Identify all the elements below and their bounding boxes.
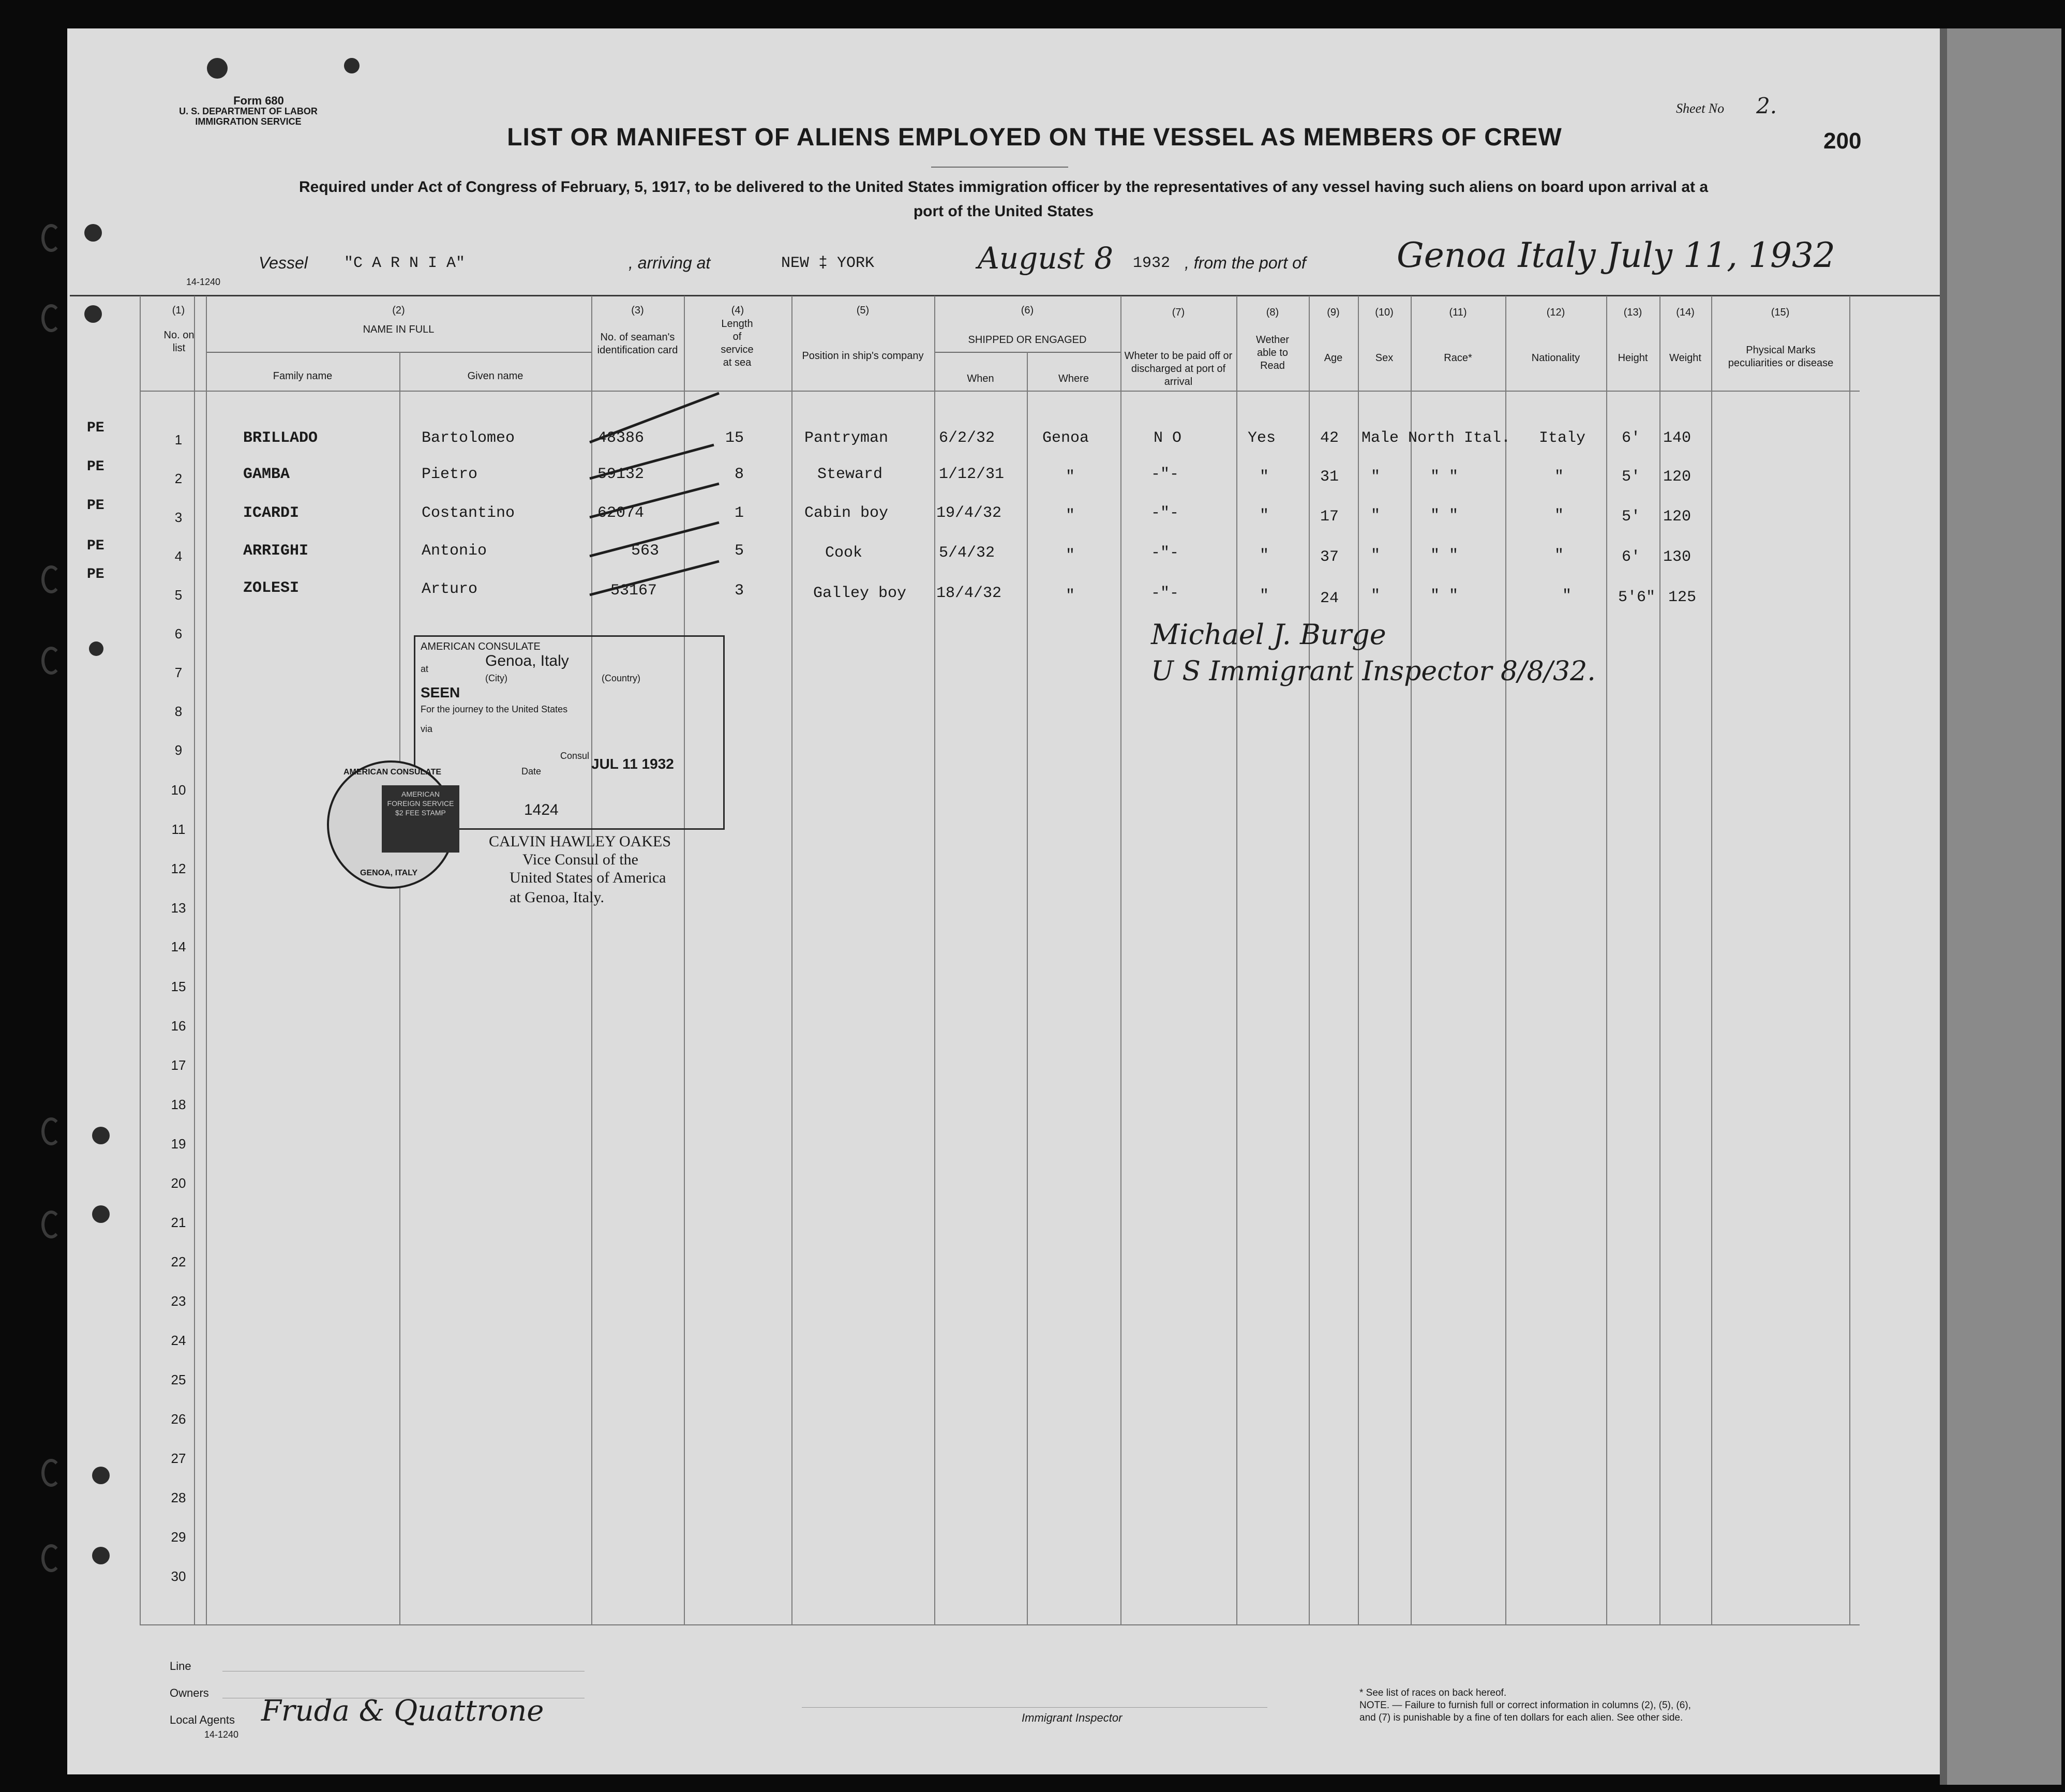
title-rule	[931, 167, 1068, 168]
col7-header: Wheter to be paid off or discharged at port of arrival	[1124, 350, 1233, 387]
arrival-date: August 8	[978, 241, 1114, 276]
col2-number: (2)	[392, 305, 405, 316]
col14-number: (14)	[1676, 307, 1695, 318]
col11-number: (11)	[1449, 307, 1467, 318]
col-divider	[1027, 352, 1028, 1625]
binder-ring-hole	[41, 1211, 61, 1238]
col14-header: Weight	[1669, 352, 1701, 364]
col-divider	[1659, 296, 1660, 1625]
sex: "	[1371, 468, 1381, 486]
row-number: 9	[174, 742, 183, 758]
seal-bottom-text: GENOA, ITALY	[360, 869, 418, 877]
col-divider	[1236, 296, 1237, 1625]
position: Cabin boy	[804, 504, 889, 522]
family-name: ARRIGHI	[243, 542, 309, 560]
row-number: 2	[174, 471, 183, 486]
nationality: Italy	[1539, 429, 1586, 447]
col-divider	[1358, 296, 1359, 1625]
given-name: Antonio	[422, 542, 487, 560]
col-divider	[934, 296, 935, 1625]
paid-off: N O	[1154, 429, 1182, 447]
col7-number: (7)	[1172, 307, 1185, 318]
weight: 120	[1663, 468, 1692, 486]
page-number: 200	[1823, 128, 1862, 154]
row-number: 15	[171, 979, 186, 994]
col-divider	[1849, 296, 1850, 1625]
sex: "	[1371, 547, 1381, 564]
page-edge-strip	[1940, 28, 2061, 1785]
id-card-number: 48386	[597, 429, 645, 447]
able-to-read: Yes	[1248, 429, 1276, 447]
header-bottom-rule	[140, 391, 1860, 392]
service-length: 1	[735, 504, 744, 522]
pe-mark: PE	[87, 498, 104, 514]
row-number: 8	[174, 704, 183, 719]
shipped-where: "	[1066, 507, 1075, 525]
inspector-signature: Michael J. Burge	[1151, 618, 1386, 651]
nationality: "	[1562, 587, 1572, 605]
col4-header: Length of service at sea	[721, 318, 754, 368]
sex: "	[1371, 587, 1381, 605]
id-card-number: 59132	[597, 466, 645, 483]
row-number: 20	[171, 1175, 186, 1191]
footer-note-2: NOTE. — Failure to furnish full or correct information in columns (2), (5), (6),	[1359, 1700, 1691, 1711]
col1-header: No. on list	[163, 330, 194, 354]
col-divider	[1606, 296, 1607, 1625]
stamp-number: 1424	[524, 801, 559, 818]
vessel-name: "C A R N I A"	[344, 255, 466, 272]
col10-header: Sex	[1375, 352, 1394, 364]
consul-name: CALVIN HAWLEY OAKES	[489, 833, 671, 850]
col8-number: (8)	[1266, 307, 1279, 318]
footer-inspector-label: Immigrant Inspector	[1022, 1711, 1123, 1724]
consul-line1: Vice Consul of the	[522, 851, 638, 868]
paid-off: -"-	[1151, 466, 1179, 483]
given-name: Costantino	[422, 504, 515, 522]
from-port-label: , from the port of	[1185, 253, 1306, 272]
subtitle-line-2: port of the United States	[913, 203, 1094, 220]
binder-ring-hole	[41, 565, 61, 593]
col12-header: Nationality	[1531, 352, 1580, 364]
name-subheader-rule	[206, 352, 591, 353]
able-to-read: "	[1260, 547, 1269, 564]
nationality: "	[1554, 468, 1564, 486]
service-length: 5	[735, 542, 744, 560]
weight: 125	[1668, 589, 1697, 606]
row-number: 13	[171, 900, 186, 916]
row-number: 10	[171, 782, 186, 798]
family-name: ICARDI	[243, 504, 300, 522]
pe-mark: PE	[87, 420, 104, 436]
row-number: 22	[171, 1254, 186, 1270]
able-to-read: "	[1260, 468, 1269, 486]
col-divider	[1309, 296, 1310, 1625]
pe-mark: PE	[87, 538, 104, 554]
punch-hole	[92, 1467, 110, 1484]
footer-print-code: 14-1240	[204, 1729, 239, 1740]
stamp-date: JUL 11 1932	[591, 756, 674, 772]
col-divider	[140, 296, 141, 1625]
height: 6'	[1622, 548, 1641, 566]
stamp-seen: SEEN	[421, 684, 460, 700]
sex: "	[1371, 507, 1381, 525]
family-name: BRILLADO	[243, 429, 318, 447]
fee-stamp-label: AMERICAN FOREIGN SERVICE $2 FEE STAMP	[387, 790, 454, 817]
pe-mark: PE	[87, 566, 104, 583]
height: 5'	[1622, 508, 1641, 526]
position: Cook	[825, 544, 863, 562]
col6b-header: Where	[1058, 373, 1089, 384]
col6-number: (6)	[1021, 305, 1034, 316]
binder-ring-hole	[41, 1459, 61, 1487]
col9-number: (9)	[1327, 307, 1340, 318]
col15-header: Physical Marks peculiarities or disease	[1728, 345, 1834, 369]
seal-top-text: AMERICAN CONSULATE	[343, 768, 442, 776]
binder-ring-hole	[41, 224, 61, 252]
manifest-sheet	[67, 28, 1940, 1774]
row-number: 4	[174, 548, 183, 564]
age: 31	[1320, 468, 1339, 486]
col-divider	[1505, 296, 1506, 1625]
stamp-consul: Consul	[560, 751, 590, 761]
col9-header: Age	[1324, 352, 1343, 364]
height: 6'	[1622, 429, 1641, 447]
punch-hole	[89, 641, 103, 656]
stamp-date-label: Date	[521, 766, 542, 776]
race: " "	[1430, 507, 1459, 525]
col12-number: (12)	[1546, 307, 1565, 318]
shipped-where: Genoa	[1042, 429, 1089, 447]
col-divider	[399, 352, 400, 1625]
row-number: 7	[174, 665, 183, 680]
family-name: ZOLESI	[243, 579, 300, 597]
footer-note-3: and (7) is punishable by a fine of ten dollars for each alien. See other side.	[1359, 1712, 1683, 1723]
shipped-when: 5/4/32	[939, 544, 995, 562]
footer-agents-label: Local Agents	[170, 1713, 235, 1726]
col1-number: (1)	[172, 305, 185, 316]
col5-header: Position in ship's company	[802, 350, 924, 362]
row-number: 30	[171, 1569, 186, 1584]
row-number: 27	[171, 1451, 186, 1466]
print-code: 14-1240	[186, 277, 221, 287]
consul-line3: at Genoa, Italy.	[510, 889, 604, 906]
stamp-via: via	[421, 724, 433, 734]
paid-off: -"-	[1151, 585, 1179, 602]
stamp-at-label: at	[421, 664, 429, 674]
age: 37	[1320, 548, 1339, 566]
punch-hole	[92, 1547, 110, 1564]
row-number: 25	[171, 1372, 186, 1387]
service-name: IMMIGRATION SERVICE	[195, 116, 302, 127]
inspector-title: U S Immigrant Inspector 8/8/32.	[1151, 656, 1596, 687]
sex: Male	[1361, 429, 1399, 447]
binder-ring-hole	[41, 304, 61, 332]
col6-header: SHIPPED OR ENGAGED	[968, 334, 1087, 346]
row-number: 29	[171, 1529, 186, 1545]
checkmark-strokes	[579, 383, 745, 610]
row-number: 28	[171, 1490, 186, 1505]
nationality: "	[1554, 547, 1564, 564]
row-number: 24	[171, 1333, 186, 1348]
family-name: GAMBA	[243, 466, 290, 483]
punch-hole	[207, 58, 228, 79]
fee-stamp-icon	[382, 785, 459, 853]
service-length: 15	[725, 429, 744, 447]
col2b-header: Given name	[467, 370, 523, 382]
stamp-city: Genoa, Italy	[485, 652, 569, 669]
col2-header: NAME IN FULL	[363, 324, 435, 335]
col6a-header: When	[967, 373, 994, 384]
col-divider	[791, 296, 792, 1625]
stamp-header: AMERICAN CONSULATE	[421, 641, 541, 652]
row-number: 12	[171, 861, 186, 876]
row-number: 11	[171, 822, 186, 837]
punch-hole	[92, 1127, 110, 1144]
row-number: 3	[174, 510, 183, 525]
inspector-signature-rule	[802, 1707, 1267, 1708]
weight: 140	[1663, 429, 1692, 447]
race: " "	[1430, 547, 1459, 564]
shipped-when: 18/4/32	[936, 585, 1002, 602]
id-card-number: 563	[631, 542, 660, 560]
col13-number: (13)	[1623, 307, 1642, 318]
col4-number: (4)	[731, 305, 744, 316]
shipped-where: "	[1066, 587, 1075, 605]
pe-mark: PE	[87, 459, 104, 475]
age: 17	[1320, 508, 1339, 526]
col-divider	[1120, 296, 1121, 1625]
shipped-when: 19/4/32	[936, 504, 1002, 522]
row-number: 17	[171, 1057, 186, 1073]
id-card-number: 62074	[597, 504, 645, 522]
binder-ring-hole	[41, 1117, 61, 1145]
vessel-label: Vessel	[259, 253, 308, 272]
arriving-label: , arriving at	[629, 253, 711, 272]
able-to-read: "	[1260, 587, 1269, 605]
col11-header: Race*	[1444, 352, 1472, 364]
id-card-number: 53167	[610, 582, 657, 600]
departure-port-date: Genoa Italy July 11, 1932	[1397, 235, 1835, 275]
row-number: 1	[174, 432, 183, 447]
col-divider	[1711, 296, 1712, 1625]
punch-hole	[92, 1205, 110, 1223]
service-length: 8	[735, 466, 744, 483]
age: 42	[1320, 429, 1339, 447]
consul-line2: United States of America	[510, 869, 666, 886]
height: 5'6"	[1618, 589, 1656, 606]
row-number: 18	[171, 1097, 186, 1112]
race: North Ital.	[1408, 429, 1511, 447]
col3-header: No. of seaman's identification card	[597, 332, 678, 356]
row-number: 19	[171, 1136, 186, 1152]
race: " "	[1430, 587, 1459, 605]
arrival-year: 1932	[1133, 255, 1171, 272]
footer-line-label: Line	[170, 1660, 191, 1672]
shipped-where: "	[1066, 547, 1075, 564]
consulate-stamp	[414, 635, 725, 830]
shipped-when: 6/2/32	[939, 429, 995, 447]
footer-owners-label: Owners	[170, 1686, 209, 1699]
footer-note-1: * See list of races on back hereof.	[1359, 1688, 1507, 1698]
department-name: U. S. DEPARTMENT OF LABOR	[179, 106, 318, 116]
position: Steward	[817, 466, 883, 483]
able-to-read: "	[1260, 507, 1269, 525]
row-number: 5	[174, 587, 183, 603]
shipped-where: "	[1066, 468, 1075, 486]
row-number: 16	[171, 1018, 186, 1034]
row-number: 23	[171, 1293, 186, 1309]
form-number: Form 680	[233, 94, 284, 107]
shipped-when: 1/12/31	[939, 466, 1005, 483]
service-length: 3	[735, 582, 744, 600]
paid-off: -"-	[1151, 544, 1179, 562]
col2a-header: Family name	[273, 370, 333, 382]
row-number: 6	[174, 626, 183, 641]
age: 24	[1320, 590, 1339, 607]
stamp-country-label: (Country)	[602, 673, 641, 683]
table-bottom-rule	[140, 1624, 1860, 1625]
nationality: "	[1554, 507, 1564, 525]
binder-ring-hole	[41, 1544, 61, 1572]
race: " "	[1430, 468, 1459, 486]
weight: 130	[1663, 548, 1692, 566]
row-number: 26	[171, 1411, 186, 1427]
sheet-label: Sheet No	[1676, 101, 1725, 116]
col13-header: Height	[1618, 352, 1648, 364]
sheet-number: 2.	[1756, 93, 1777, 118]
col5-number: (5)	[856, 305, 870, 316]
given-name: Bartolomeo	[422, 429, 515, 447]
paid-off: -"-	[1151, 504, 1179, 522]
col8-header: Wether able to Read	[1255, 334, 1290, 371]
binder-ring-hole	[41, 647, 61, 675]
position: Pantryman	[804, 429, 889, 447]
page-title: LIST OR MANIFEST OF ALIENS EMPLOYED ON THE VESSEL AS MEMBERS OF CREW	[507, 124, 1562, 151]
arrival-port: NEW ‡ YORK	[781, 255, 875, 272]
row-number: 21	[171, 1215, 186, 1230]
given-name: Pietro	[422, 466, 478, 483]
stamp-journey: For the journey to the United States	[421, 704, 568, 714]
row-number: 14	[171, 939, 186, 954]
subtitle-line-1: Required under Act of Congress of February, 5, 1917, to be delivered to the United States immigration officer by the representatives of any vessel having such aliens on board upon arrival at a	[298, 178, 1709, 196]
punch-hole	[344, 58, 360, 73]
col15-number: (15)	[1771, 307, 1790, 318]
position: Galley boy	[813, 585, 907, 602]
footer-agents: Fruda & Quattrone	[261, 1694, 544, 1728]
weight: 120	[1663, 508, 1692, 526]
punch-hole	[84, 305, 102, 323]
punch-hole	[84, 224, 102, 242]
col-divider	[1411, 296, 1412, 1625]
col3-number: (3)	[631, 305, 644, 316]
stamp-city-label: (City)	[485, 673, 507, 683]
col10-number: (10)	[1375, 307, 1394, 318]
height: 5'	[1622, 468, 1641, 486]
given-name: Arturo	[422, 580, 478, 598]
